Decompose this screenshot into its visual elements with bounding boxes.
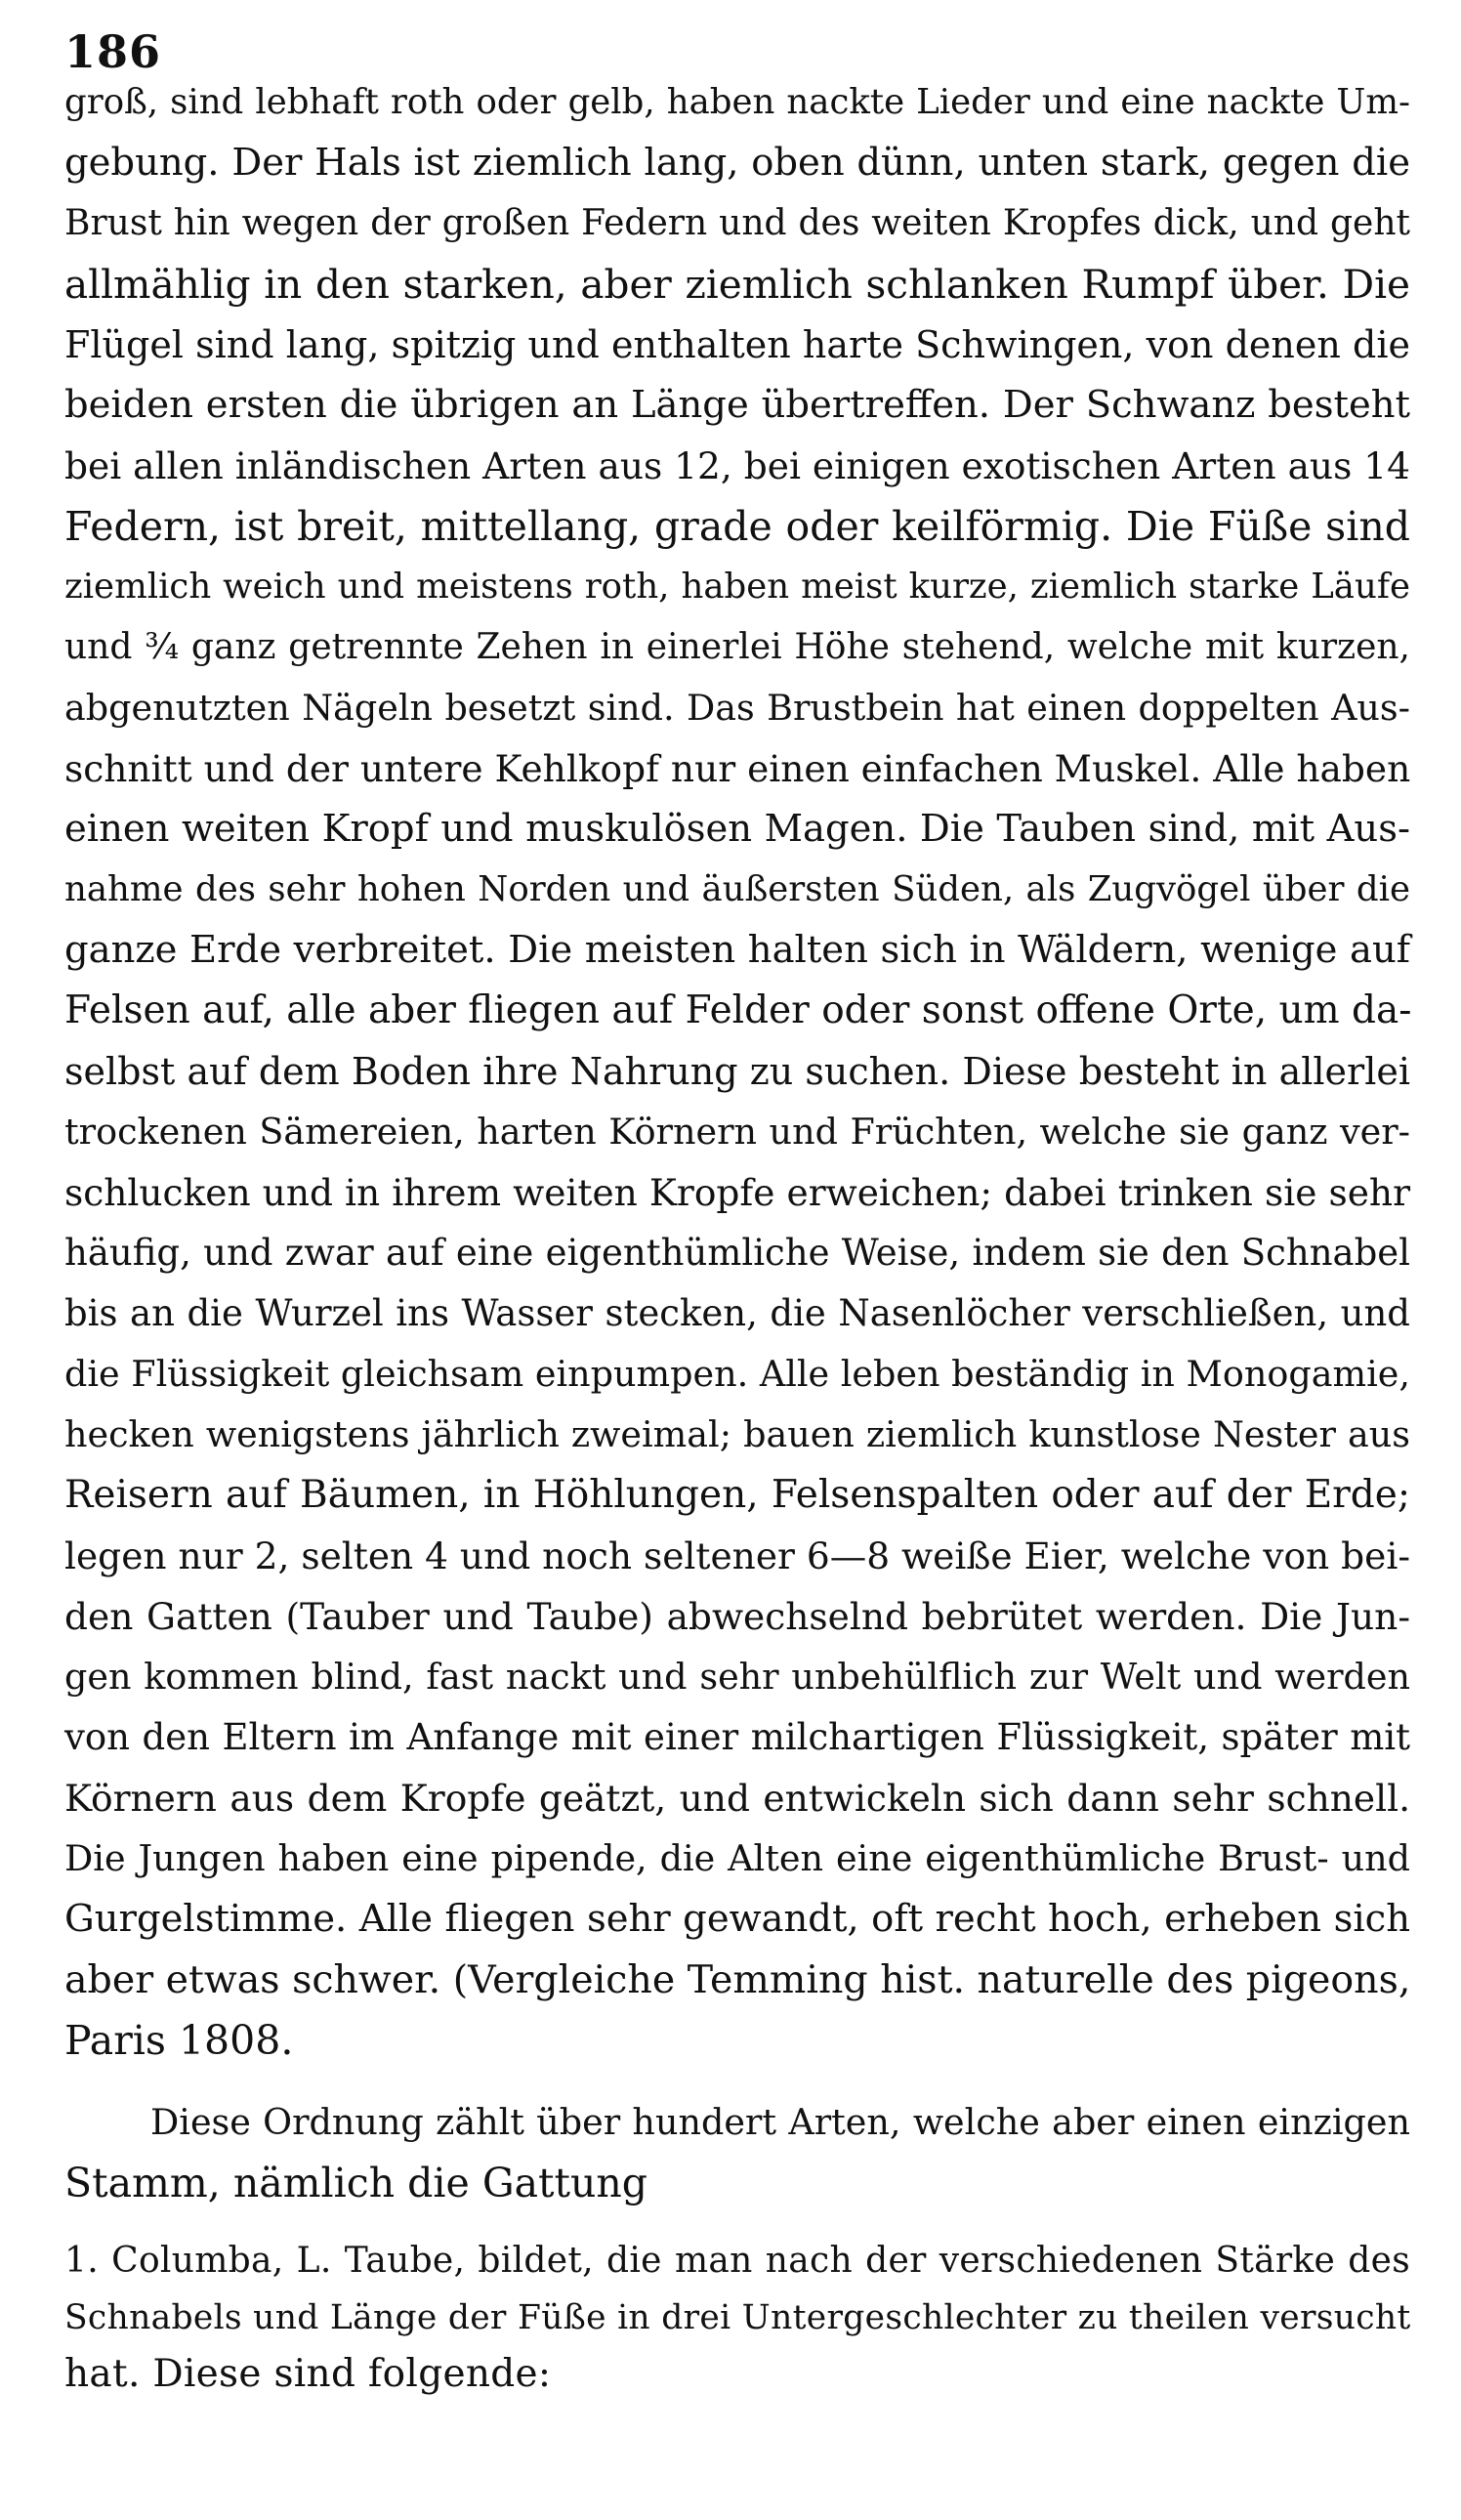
text-line: Brust hin wegen der großen Federn und des weiten Kropfes dick, und geht [64,203,1410,243]
text-line: beiden ersten die übrigen an Länge übertreffen. Der Schwanz besteht [64,383,1410,427]
page-number: 186 [64,25,162,78]
text-line: Felsen auf, alle aber fliegen auf Felder oder sonst offene Orte, um da- [64,988,1412,1032]
text-line: Stamm, nämlich die Gattung [64,2160,648,2206]
text-line: bei allen inländischen Arten aus 12, bei einigen exotischen Arten aus 14 [64,444,1410,487]
text-line: schlucken und in ihrem weiten Kropfe erweichen; dabei trinken sie sehr [64,1171,1410,1214]
text-line: ganze Erde verbreitet. Die meisten halten sich in Wäldern, wenige auf [64,928,1410,972]
text-line: abgenutzten Nägeln besetzt sind. Das Brustbein hat einen doppelten Aus- [64,687,1410,729]
text-line: Schnabels und Länge der Füße in drei Untergeschlechter zu theilen versucht [64,2298,1411,2337]
text-line: ziemlich weich und meistens roth, haben meist kurze, ziemlich starke Läufe [64,567,1410,607]
text-line: Federn, ist breit, mittellang, grade oder keilförmig. Die Füße sind [64,503,1410,550]
text-line: Flügel sind lang, spitzig und enthalten harte Schwingen, von denen die [64,323,1410,366]
text-line: häufig, und zwar auf eine eigenthümliche Weise, indem sie den Schnabel [64,1232,1410,1274]
text-line: allmählig in den starken, aber ziemlich schlanken Rumpf über. Die [64,261,1410,308]
text-line: selbst auf dem Boden ihre Nahrung zu suchen. Diese besteht in allerlei [64,1050,1410,1093]
text-line: Gurgelstimme. Alle fliegen sehr gewandt, oft recht hoch, erheben sich [64,1897,1410,1941]
text-line: Diese Ordnung zählt über hundert Arten, welche aber einen einzigen [150,2101,1410,2143]
text-line: trockenen Sämereien, harten Körnern und Früchten, welche sie ganz ver- [64,1111,1410,1153]
text-line: schnitt und der untere Kehlkopf nur einen einfachen Muskel. Alle haben [64,747,1411,790]
text-line: 1. Columba, L. Taube, bildet, die man nach der verschiedenen Stärke des [64,2241,1410,2281]
text-line: und ¾ ganz getrennte Zehen in einerlei Höhe stehend, welche mit kurzen, [64,627,1410,667]
text-line: Körnern aus dem Kropfe geätzt, und entwickeln sich dann sehr schnell. [64,1777,1410,1820]
text-line: groß, sind lebhaft roth oder gelb, haben nackte Lieder und eine nackte Um- [64,82,1410,122]
text-line: von den Eltern im Anfange mit einer milchartigen Flüssigkeit, später mit [64,1716,1410,1758]
text-line: Paris 1808. [64,2017,294,2064]
text-line: nahme des sehr hohen Norden und äußersten Süden, als Zugvögel über die [64,869,1410,909]
text-line: den Gatten (Tauber und Taube) abwechselnd bebrütet werden. Die Jun- [64,1595,1410,1638]
text-line: Die Jungen haben eine pipende, die Alten eine eigenthümliche Brust- und [64,1837,1410,1879]
text-line: gebung. Der Hals ist ziemlich lang, oben dünn, unten stark, gegen die [64,141,1410,185]
text-line: Reisern auf Bäumen, in Höhlungen, Felsenspalten oder auf der Erde; [64,1473,1410,1517]
text-line: hat. Diese sind folgende: [64,2352,552,2396]
text-line: einen weiten Kropf und muskulösen Magen. Die Tauben sind, mit Aus- [64,807,1410,851]
text-line: die Flüssigkeit gleichsam einpumpen. Alle leben beständig in Monogamie, [64,1353,1410,1395]
text-line: aber etwas schwer. (Vergleiche Temming hist. naturelle des pigeons, [64,1957,1411,2002]
text-line: gen kommen blind, fast nackt und sehr unbehülflich zur Welt und werden [64,1656,1410,1698]
text-line: legen nur 2, selten 4 und noch seltener 6—8 weiße Eier, welche von bei- [64,1534,1410,1577]
text-line: hecken wenigstens jährlich zweimal; bauen ziemlich kunstlose Nester aus [64,1413,1410,1455]
text-line: bis an die Wurzel ins Wasser stecken, die Nasenlöcher verschließen, und [64,1292,1410,1334]
